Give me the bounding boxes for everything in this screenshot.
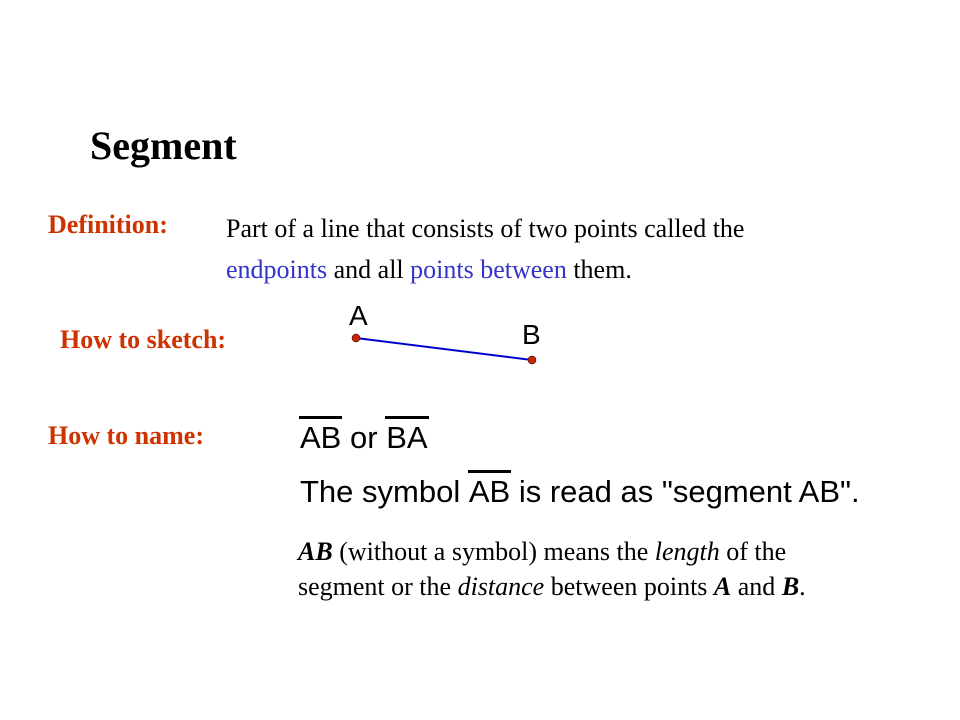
explain-ab: AB [298, 537, 333, 566]
distance-term: distance [457, 572, 545, 601]
definition-label: Definition: [48, 210, 168, 239]
explain-part1: (without a symbol) means the [339, 537, 649, 566]
length-explanation [298, 534, 878, 604]
explain-point-b: B [781, 572, 800, 601]
point-a-label: A [349, 300, 368, 331]
definition-text-part1: Part of a line that consists of two points called the [226, 214, 745, 243]
points-between-term: points between [410, 255, 567, 284]
them-text: them. [573, 255, 632, 284]
explain-part2: of the segment or the [298, 537, 787, 601]
point-a-dot [352, 334, 360, 342]
and-all-text: and all [333, 255, 404, 284]
symbol-suffix: is read as "segment AB". [518, 474, 860, 509]
explain-point-a: A [713, 572, 732, 601]
and-text: and [737, 572, 776, 601]
page-title: Segment [90, 123, 237, 168]
point-b-label: B [522, 319, 541, 350]
segment-name-ba: BA [386, 420, 428, 455]
or-text: or [349, 420, 378, 455]
period-text: . [799, 572, 806, 601]
naming-label: How to name: [48, 421, 204, 450]
point-b-dot [528, 356, 536, 364]
segment-line [356, 338, 532, 360]
symbol-reading [300, 474, 860, 510]
endpoints-term: endpoints [226, 255, 328, 284]
segment-name-ab: AB [300, 420, 342, 455]
explain-part3: between points [550, 572, 708, 601]
sketch-label: How to sketch: [60, 325, 227, 354]
symbol-prefix: The symbol [300, 474, 461, 509]
length-term: length [654, 537, 720, 566]
segment-names [300, 420, 428, 456]
symbol-ab: AB [468, 474, 511, 509]
